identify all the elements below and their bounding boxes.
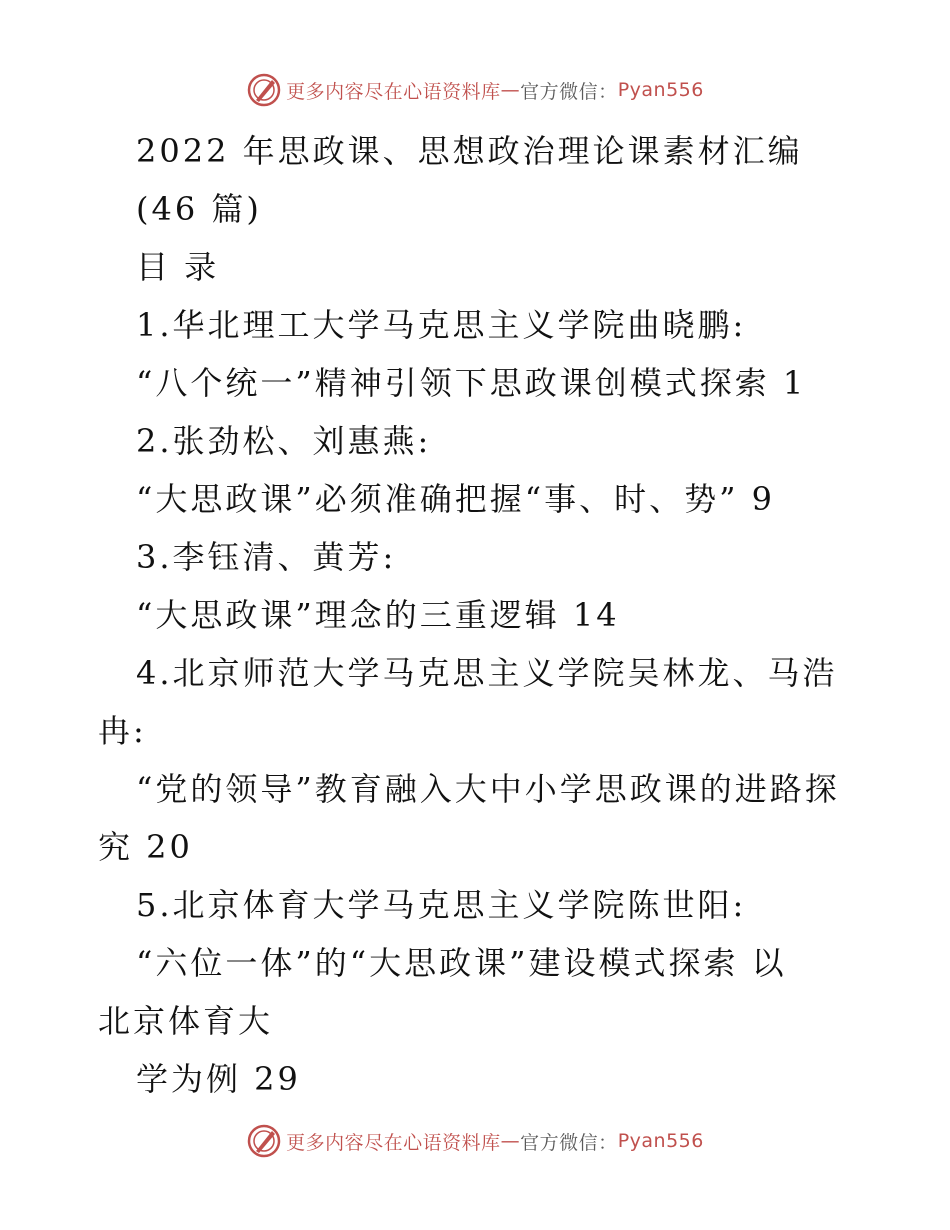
toc-entry-1-title: “八个统一”精神引领下思政课创模式探索 1 bbox=[136, 364, 807, 402]
toc-entry-5-author: 5.北京体育大学马克思主义学院陈世阳: bbox=[136, 886, 747, 924]
toc-entry-5-title-cont: 北京体育大 bbox=[98, 1002, 274, 1040]
toc-entry-2-author: 2.张劲松、刘惠燕: bbox=[136, 422, 432, 460]
toc-entry-4-author-cont: 冉: bbox=[98, 712, 147, 750]
toc-heading: 目 录 bbox=[136, 248, 220, 286]
watermark-main-text: 更多内容尽在心语资料库 bbox=[286, 1131, 501, 1154]
watermark-dash: — bbox=[500, 1130, 521, 1152]
document-title-line-2: (46 篇) bbox=[136, 190, 262, 228]
pen-logo-icon bbox=[246, 72, 282, 108]
toc-entry-3-author: 3.李钰清、黄芳: bbox=[136, 538, 397, 576]
pen-logo-icon bbox=[246, 1123, 282, 1159]
toc-entry-5-title-end: 学为例 29 bbox=[136, 1060, 301, 1098]
watermark-dash: — bbox=[500, 79, 521, 101]
toc-entry-2-title: “大思政课”必须准确把握“事、时、势” 9 bbox=[136, 480, 775, 518]
watermark-wechat-id: Pyan556 bbox=[617, 79, 704, 101]
document-title-line-1: 2022 年思政课、思想政治理论课素材汇编 bbox=[136, 132, 803, 170]
toc-entry-4-author: 4.北京师范大学马克思主义学院吴林龙、马浩 bbox=[136, 654, 838, 692]
watermark-footer bbox=[0, 1123, 950, 1159]
toc-entry-4-title-cont: 究 20 bbox=[98, 828, 193, 866]
toc-entry-5-title: “六位一体”的“大思政课”建设模式探索 以 bbox=[136, 944, 787, 982]
toc-entry-4-title: “党的领导”教育融入大中小学思政课的进路探 bbox=[136, 770, 840, 808]
watermark-wechat-label: 官方微信： bbox=[520, 1131, 618, 1154]
watermark-wechat-id: Pyan556 bbox=[617, 1130, 704, 1152]
watermark-main-text: 更多内容尽在心语资料库 bbox=[286, 80, 501, 103]
document-body bbox=[98, 122, 858, 1108]
toc-entry-3-title: “大思政课”理念的三重逻辑 14 bbox=[136, 596, 620, 634]
watermark-wechat-label: 官方微信： bbox=[520, 80, 618, 103]
watermark-header bbox=[0, 72, 950, 108]
toc-entry-1-author: 1.华北理工大学马克思主义学院曲晓鹏: bbox=[136, 306, 747, 344]
